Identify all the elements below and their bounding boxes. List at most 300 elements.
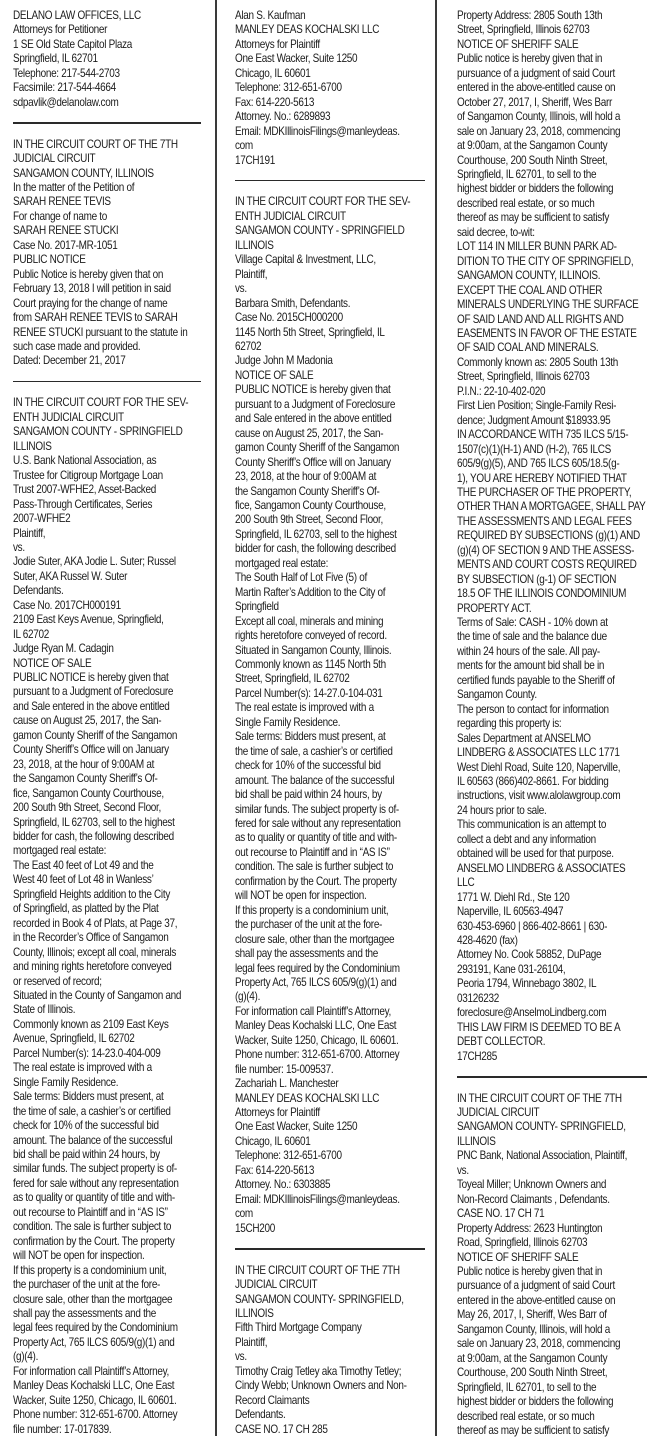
notice-text-line: Barbara Smith, Defendants. bbox=[235, 296, 351, 310]
notice-text-line: Situated in the County of Sangamon and bbox=[13, 989, 182, 1002]
column-3 bbox=[435, 0, 655, 1448]
notice-text-line: For information call Plaintiff’s Attorney, bbox=[13, 1364, 170, 1378]
notice-text-line: com bbox=[235, 139, 253, 153]
notice-text-line: IN ACCORDANCE WITH 735 ILCS 5/15- bbox=[457, 428, 629, 442]
notice-text-line: Sangamon County. bbox=[457, 688, 537, 702]
notice-text-line: First Lien Position; Single-Family Resi- bbox=[457, 399, 617, 413]
notice-text-line: West Diehl Road, Suite 120, Naperville, bbox=[457, 760, 621, 774]
notice-text-line: and mining rights heretofore conveyed bbox=[13, 960, 172, 974]
legal-notice bbox=[457, 1092, 651, 1439]
notice-text-line: Property Address: 2623 Huntington bbox=[457, 1221, 603, 1235]
notice-text-line: out recourse to Plaintiff and in “AS IS” bbox=[13, 1205, 168, 1219]
notice-text-line: fered for sale without any representation bbox=[13, 1176, 179, 1190]
notice-text-line: JUDICIAL CIRCUIT bbox=[457, 1106, 540, 1120]
notice-text-line: Public notice is hereby given that in bbox=[457, 52, 603, 66]
notice-text-line: Case No. 2017CH000191 bbox=[13, 598, 121, 612]
notice-text-line: mortgaged real estate: bbox=[235, 556, 329, 570]
notice-text-line: legal fees required by the Condominium bbox=[13, 1321, 178, 1335]
notice-text-line: fice, Sangamon County Courthouse, bbox=[13, 786, 164, 800]
notice-text-line: closure sale, other than the mortgagee bbox=[13, 1292, 173, 1306]
notice-text-line: vs. bbox=[235, 1350, 247, 1364]
notice-text-line: County Sheriff’s Office will on January bbox=[13, 743, 169, 757]
legal-notice bbox=[13, 138, 209, 369]
notice-text-line: Street, Springfield, Illinois 62703 bbox=[457, 370, 590, 384]
notice-text-line: The real estate is improved with a bbox=[235, 701, 374, 715]
notice-text-line: Attorneys for Plaintiff bbox=[235, 37, 320, 51]
notice-text-line: (g)(4). bbox=[235, 990, 261, 1004]
notice-text-line: IN THE CIRCUIT COURT OF THE 7TH bbox=[13, 137, 178, 151]
notice-separator bbox=[13, 381, 201, 383]
notice-text-line: Judge John M Madonia bbox=[235, 354, 333, 368]
notice-text-line: Judge Ryan M. Cadagin bbox=[13, 642, 114, 656]
notice-text-line: IN THE CIRCUIT COURT FOR THE SEV- bbox=[13, 396, 189, 410]
notice-text-line: Courthouse, 200 South Ninth Street, bbox=[457, 1366, 608, 1380]
notice-text-line: Commonly known as 2109 East Keys bbox=[13, 1017, 169, 1031]
notice-text-line: 18.5 OF THE ILLINOIS CONDOMINIUM bbox=[457, 587, 627, 601]
notice-text-line: shall pay the assessments and the bbox=[235, 947, 379, 961]
notice-text-line: gamon County Sheriff of the Sangamon bbox=[13, 728, 178, 742]
notice-text-line: BY SUBSECTION (g-1) OF SECTION bbox=[457, 572, 617, 586]
notice-text-line: Non-Record Claimants , Defendants. bbox=[457, 1192, 610, 1206]
notice-text-line: County, Illinois; except all coal, minerals bbox=[13, 945, 177, 959]
notice-text-line: the time of sale and the balance due bbox=[457, 630, 607, 644]
notice-text-line: SANGAMON COUNTY- SPRINGFIELD, bbox=[235, 1292, 404, 1306]
notice-text-line: EXCEPT THE COAL AND OTHER bbox=[457, 283, 603, 297]
notice-text-line: confirmation by the Court. The property bbox=[235, 874, 397, 888]
notice-text-line: County Sheriff’s Office will on January bbox=[235, 455, 391, 469]
notice-text-line: Commonly known as: 2805 South 13th bbox=[457, 355, 619, 369]
notice-text-line: (g)(4) OF SECTION 9 AND THE ASSESS- bbox=[457, 543, 635, 557]
legal-notice bbox=[235, 1264, 429, 1437]
notice-text-line: IL 60563 (866)402-8661. For bidding bbox=[457, 775, 609, 789]
notice-text-line: This communication is an attempt to bbox=[457, 818, 607, 832]
notice-text-line: from SARAH RENEE TEVIS to SARAH bbox=[13, 311, 178, 325]
notice-text-line: confirmation by the Court. The property bbox=[13, 1234, 175, 1248]
notice-text-line: October 27, 2017, I, Sheriff, Wes Barr bbox=[457, 95, 613, 109]
notice-text-line: obtained will be used for that purpose. bbox=[457, 847, 614, 861]
notice-text-line: the Sangamon County Sheriff’s Of- bbox=[235, 484, 380, 498]
notice-text-line: Email: MDKIllinoisFilings@manleydeas. bbox=[235, 1192, 400, 1206]
notice-text-line: Property Act, 765 ILCS 605/9(g)(1) and bbox=[13, 1335, 175, 1349]
notice-text-line: IN THE CIRCUIT COURT OF THE 7TH bbox=[457, 1091, 622, 1105]
notice-text-line: SARAH RENEE TEVIS bbox=[13, 195, 111, 209]
notice-text-line: sdpavlik@delanolaw.com bbox=[13, 95, 119, 109]
notice-text-line: mortgaged real estate: bbox=[13, 844, 107, 858]
notice-text-line: amount. The balance of the successful bbox=[235, 773, 395, 787]
notice-text-line: Plaintiff, bbox=[235, 267, 268, 281]
notice-text-line: will NOT be open for inspection. bbox=[235, 889, 367, 903]
notice-text-line: Chicago, IL 60601 bbox=[235, 66, 311, 80]
notice-text-line: For information call Plaintiff’s Attorney, bbox=[235, 1004, 392, 1018]
notice-text-line: P.I.N.: 22-10-402-020 bbox=[457, 384, 546, 398]
notice-text-line: 2007-WFHE2 bbox=[13, 512, 71, 526]
notice-text-line: Zachariah L. Manchester bbox=[235, 1077, 339, 1091]
notice-text-line: vs. bbox=[13, 540, 25, 554]
notice-text-line: Public notice is hereby given that in bbox=[457, 1265, 603, 1279]
notice-text-line: Fax: 614-220-5613 bbox=[235, 1163, 315, 1177]
notice-text-line: SANGAMON COUNTY, ILLINOIS. bbox=[457, 269, 601, 283]
notice-text-line: OTHER THAN A MORTGAGEE, SHALL PAY bbox=[457, 500, 646, 514]
notice-text-line: Fifth Third Mortgage Company bbox=[235, 1321, 362, 1335]
notice-text-line: check for 10% of the successful bid bbox=[13, 1119, 159, 1133]
notice-text-line: fice, Sangamon County Courthouse, bbox=[235, 499, 386, 512]
notice-text-line: dence; Judgment Amount $18933.95 bbox=[457, 413, 611, 427]
notice-text-line: PUBLIC NOTICE is hereby given that bbox=[13, 671, 169, 685]
notice-text-line: Wacker, Suite 1250, Chicago, IL 60601. bbox=[13, 1393, 177, 1407]
notice-text-line: 23, 2018, at the hour of 9:00AM at bbox=[13, 757, 155, 771]
notice-text-line: Springfield bbox=[235, 600, 279, 614]
notice-text-line: and Sale entered in the above entitled bbox=[13, 699, 170, 713]
notice-text-line: Sale terms: Bidders must present, at bbox=[235, 730, 386, 744]
notice-text-line: 1145 North 5th Street, Springfield, IL bbox=[235, 325, 385, 339]
notice-text-line: (g)(4). bbox=[13, 1350, 39, 1364]
notice-separator bbox=[13, 122, 201, 124]
notice-text-line: Naperville, IL 60563-4947 bbox=[457, 905, 564, 919]
notice-text-line: ILLINOIS bbox=[13, 439, 52, 453]
notice-text-line: bidder for cash, the following described bbox=[235, 542, 396, 556]
notice-text-line: 200 South 9th Street, Second Floor, bbox=[13, 801, 162, 815]
notice-text-line: 23, 2018, at the hour of 9:00AM at bbox=[235, 470, 377, 484]
notice-text-line: DELANO LAW OFFICES, LLC bbox=[13, 9, 141, 22]
notice-text-line: Cindy Webb; Unknown Owners and Non- bbox=[235, 1379, 407, 1393]
notice-text-line: Springfield, IL 62701, to sell to the bbox=[457, 1380, 597, 1394]
notice-text-line: 24 hours prior to sale. bbox=[457, 803, 547, 817]
notice-text-line: If this property is a condominium unit, bbox=[13, 1263, 167, 1277]
notice-text-line: Public Notice is hereby given that on bbox=[13, 267, 164, 281]
notice-text-line: entered in the above-entitled cause on bbox=[457, 81, 616, 95]
notice-text-line: PUBLIC NOTICE is hereby given that bbox=[235, 383, 391, 397]
notice-text-line: Trustee for Citigroup Mortgage Loan bbox=[13, 468, 163, 482]
notice-text-line: highest bidder or bidders the following bbox=[457, 1395, 614, 1409]
notice-separator bbox=[457, 1076, 647, 1078]
notice-text-line: THE PURCHASER OF THE PROPERTY, bbox=[457, 485, 632, 499]
notice-text-line: described real estate, or so much bbox=[457, 196, 595, 210]
notice-text-line: MINERALS UNDERLYING THE SURFACE bbox=[457, 298, 639, 312]
notice-text-line: MANLEY DEAS KOCHALSKI LLC bbox=[235, 1091, 380, 1105]
notice-text-line: Telephone: 217-544-2703 bbox=[13, 66, 120, 80]
notice-text-line: JUDICIAL CIRCUIT bbox=[13, 152, 96, 166]
notice-text-line: PROPERTY ACT. bbox=[457, 601, 532, 615]
notice-text-line: Single Family Residence. bbox=[13, 1075, 119, 1089]
notice-text-line: and Sale entered in the above entitled bbox=[235, 412, 392, 426]
notice-text-line: pursuant to a Judgment of Foreclosure bbox=[235, 397, 396, 411]
notice-text-line: One East Wacker, Suite 1250 bbox=[235, 1120, 358, 1134]
notice-text-line: ANSELMO LINDBERG & ASSOCIATES bbox=[457, 861, 626, 875]
notice-text-line: such case made and provided. bbox=[13, 340, 141, 354]
notice-text-line: the time of sale, a cashier’s or certified bbox=[13, 1104, 171, 1118]
notice-text-line: RENEE STUCKI pursuant to the statute in bbox=[13, 325, 188, 339]
legal-notice bbox=[457, 9, 651, 1064]
notice-text-line: Wacker, Suite 1250, Chicago, IL 60601. bbox=[235, 1033, 399, 1047]
notice-text-line: SARAH RENEE STUCKI bbox=[13, 224, 119, 238]
notice-text-line: 1 SE Old State Capitol Plaza bbox=[13, 37, 133, 51]
notice-text-line: ENTH JUDICIAL CIRCUIT bbox=[235, 209, 346, 223]
notice-text-line: Attorney. No.: 6303885 bbox=[235, 1178, 331, 1192]
notice-text-line: as to quality or quantity of title and with- bbox=[13, 1191, 175, 1205]
notice-text-line: PUBLIC NOTICE bbox=[13, 253, 86, 267]
legal-notice bbox=[235, 9, 429, 168]
notice-text-line: thereof as may be sufficient to satisfy bbox=[457, 211, 610, 225]
notice-text-line: Toyeal Miller; Unknown Owners and bbox=[457, 1178, 607, 1192]
notice-text-line: Phone number: 312-651-6700. Attorney bbox=[13, 1408, 178, 1422]
notice-text-line: will NOT be open for inspection. bbox=[13, 1249, 145, 1263]
notice-text-line: legal fees required by the Condominium bbox=[235, 961, 400, 975]
notice-text-line: Springfield, IL 62701, to sell to the bbox=[457, 167, 597, 181]
notice-text-line: Sangamon County, Illinois, will hold a bbox=[457, 1322, 610, 1336]
notice-text-line: similar funds. The subject property is of- bbox=[13, 1162, 177, 1176]
notice-text-line: ILLINOIS bbox=[457, 1134, 496, 1148]
notice-text-line: 1), YOU ARE HEREBY NOTIFIED THAT bbox=[457, 471, 627, 485]
notice-text-line: Road, Springfield, Illinois 62703 bbox=[457, 1236, 588, 1250]
notice-text-line: OF SAID LAND AND ALL RIGHTS AND bbox=[457, 312, 624, 326]
notice-text-line: ILLINOIS bbox=[235, 1306, 274, 1320]
notice-text-line: 1507(c)(1)(H-1) AND (H-2), 765 ILCS bbox=[457, 442, 612, 456]
notice-text-line: SANGAMON COUNTY - SPRINGFIELD bbox=[235, 224, 405, 238]
notice-text-line: The East 40 feet of Lot 49 and the bbox=[13, 858, 154, 872]
notice-text-line: Attorneys for Plaintiff bbox=[235, 1106, 320, 1120]
notice-text-line: Email: MDKIllinoisFilings@manleydeas. bbox=[235, 124, 400, 138]
notice-text-line: 62702 bbox=[235, 340, 262, 354]
column-1 bbox=[0, 0, 215, 1448]
notice-text-line: 17CH191 bbox=[235, 153, 276, 167]
notice-text-line: The person to contact for information bbox=[457, 702, 609, 716]
notice-text-line: LLC bbox=[457, 876, 475, 890]
notice-text-line: IL 62702 bbox=[13, 627, 50, 641]
notice-text-line: Attorney. No.: 6289893 bbox=[235, 110, 331, 124]
notice-text-line: JUDICIAL CIRCUIT bbox=[235, 1278, 318, 1292]
legal-notice bbox=[13, 396, 209, 1437]
notice-text-line: said decree, to-wit: bbox=[457, 225, 535, 239]
notice-text-line: sale on January 23, 2018, commencing bbox=[457, 1337, 621, 1351]
notice-text-line: within 24 hours of the sale. All pay- bbox=[457, 644, 600, 658]
notice-text-line: Springfield Heights addition to the City bbox=[13, 887, 171, 901]
notice-text-line: Village Capital & Investment, LLC, bbox=[235, 253, 376, 267]
notice-text-line: Terms of Sale: CASH - 10% down at bbox=[457, 616, 608, 630]
notice-text-line: Defendants. bbox=[235, 1408, 286, 1422]
notice-text-line: bid shall be paid within 24 hours, by bbox=[235, 788, 382, 802]
notice-text-line: 428-4620 (fax) bbox=[457, 934, 518, 947]
notice-text-line: U.S. Bank National Association, as bbox=[13, 454, 157, 468]
notice-text-line: highest bidder or bidders the following bbox=[457, 182, 614, 196]
notice-text-line: gamon County Sheriff of the Sangamon bbox=[235, 441, 400, 455]
notice-text-line: Telephone: 312-651-6700 bbox=[235, 81, 342, 95]
notice-text-line: rights heretofore conveyed of record. bbox=[235, 629, 387, 643]
notice-text-line: 630-453-6960 | 866-402-8661 | 630- bbox=[457, 919, 608, 933]
notice-text-line: Parcel Number(s): 14-27.0-104-031 bbox=[235, 686, 383, 700]
notice-text-line: collect a debt and any information bbox=[457, 832, 596, 846]
notice-text-line: The South Half of Lot Five (5) of bbox=[235, 571, 367, 585]
notice-text-line: One East Wacker, Suite 1250 bbox=[235, 52, 358, 66]
notice-text-line: Plaintiff, bbox=[13, 526, 46, 540]
notice-text-line: ENTH JUDICIAL CIRCUIT bbox=[13, 410, 124, 424]
notice-text-line: Single Family Residence. bbox=[235, 715, 341, 729]
notice-text-line: vs. bbox=[235, 282, 247, 296]
notice-text-line: SANGAMON COUNTY, ILLINOIS bbox=[13, 166, 154, 180]
notice-text-line: Manley Deas Kochalski LLC, One East bbox=[235, 1019, 397, 1033]
notice-text-line: Jodie Suter, AKA Jodie L. Suter; Russel bbox=[13, 555, 176, 569]
notice-text-line: West 40 feet of Lot 48 in Wanless’ bbox=[13, 873, 154, 887]
notice-text-line: NOTICE OF SALE bbox=[13, 656, 92, 670]
notice-text-line: bidder for cash, the following described bbox=[13, 830, 174, 844]
notice-text-line: IN THE CIRCUIT COURT OF THE 7TH bbox=[235, 1263, 400, 1277]
notice-text-line: out recourse to Plaintiff and in “AS IS” bbox=[235, 845, 390, 859]
notice-text-line: the time of sale, a cashier’s or certified bbox=[235, 744, 393, 758]
notice-text-line: IN THE CIRCUIT COURT FOR THE SEV- bbox=[235, 195, 411, 209]
notice-text-line: ments for the amount bid shall be in bbox=[457, 659, 605, 673]
notice-text-line: Springfield, IL 62703, sell to the highest bbox=[13, 815, 175, 829]
notice-text-line: NOTICE OF SHERIFF SALE bbox=[457, 37, 579, 51]
notice-text-line: the purchaser of the unit at the fore- bbox=[13, 1278, 161, 1292]
notice-text-line: Telephone: 312-651-6700 bbox=[235, 1149, 342, 1163]
notice-separator bbox=[235, 1248, 425, 1250]
notice-text-line: Case No. 2015CH000200 bbox=[235, 311, 343, 325]
notice-text-line: of Sangamon County, Illinois, will hold a bbox=[457, 110, 621, 124]
notice-text-line: Avenue, Springfield, IL 62702 bbox=[13, 1032, 135, 1046]
notice-text-line: at 9:00am, at the Sangamon County bbox=[457, 139, 608, 153]
notice-text-line: Defendants. bbox=[13, 584, 64, 598]
notice-text-line: LINDBERG & ASSOCIATES LLC 1771 bbox=[457, 746, 620, 760]
notice-text-line: Plaintiff, bbox=[235, 1335, 268, 1349]
notice-text-line: In the matter of the Petition of bbox=[13, 181, 135, 195]
notice-text-line: SANGAMON COUNTY - SPRINGFIELD bbox=[13, 425, 183, 439]
notice-text-line: Except all coal, minerals and mining bbox=[235, 614, 384, 628]
notice-text-line: For change of name to bbox=[13, 209, 108, 223]
notice-text-line: Manley Deas Kochalski LLC, One East bbox=[13, 1379, 175, 1393]
notice-text-line: 1771 W. Diehl Rd., Ste 120 bbox=[457, 890, 570, 904]
notice-text-line: MANLEY DEAS KOCHALSKI LLC bbox=[235, 23, 380, 37]
notice-text-line: ILLINOIS bbox=[235, 238, 274, 252]
notice-text-line: 17CH285 bbox=[457, 1049, 498, 1063]
notice-text-line: SANGAMON COUNTY- SPRINGFIELD, bbox=[457, 1120, 626, 1134]
notice-text-line: or reserved of record; bbox=[13, 974, 102, 988]
notice-text-line: cause on August 25, 2017, the San- bbox=[235, 426, 384, 440]
notice-text-line: Trust 2007-WFHE2, Asset-Backed bbox=[13, 483, 156, 497]
notice-text-line: closure sale, other than the mortgagee bbox=[235, 932, 395, 946]
notice-text-line: shall pay the assessments and the bbox=[13, 1306, 157, 1320]
notice-text-line: Martin Rafter’s Addition to the City of bbox=[235, 585, 386, 599]
notice-text-line: Sales Department at ANSELMO bbox=[457, 731, 591, 745]
legal-notice bbox=[13, 9, 209, 110]
column-2 bbox=[215, 0, 435, 1448]
notice-text-line: the purchaser of the unit at the fore- bbox=[235, 918, 383, 932]
notice-text-line: Dated: December 21, 2017 bbox=[13, 354, 126, 368]
notice-text-line: file number: 17-017839. bbox=[13, 1422, 112, 1436]
notice-text-line: Case No. 2017-MR-1051 bbox=[13, 238, 118, 252]
notice-text-line: State of Illinois. bbox=[13, 1003, 76, 1017]
notice-text-line: of Springfield, as platted by the Plat bbox=[13, 902, 159, 916]
notice-text-line: THIS LAW FIRM IS DEEMED TO BE A bbox=[457, 1020, 621, 1034]
notice-text-line: May 26, 2017, I, Sheriff, Wes Barr of bbox=[457, 1308, 607, 1322]
notice-text-line: EASEMENTS IN FAVOR OF THE ESTATE bbox=[457, 326, 637, 340]
notice-text-line: pursuance of a judgment of said Court bbox=[457, 66, 615, 80]
notice-text-line: Chicago, IL 60601 bbox=[235, 1134, 311, 1148]
notice-text-line: 605/9(g)(5), AND 765 ILCS 605/18.5(g- bbox=[457, 457, 620, 471]
notice-text-line: instructions, visit www.alolawgroup.com bbox=[457, 789, 621, 803]
notice-text-line: condition. The sale is further subject to bbox=[235, 860, 394, 874]
notice-text-line: Property Act, 765 ILCS 605/9(g)(1) and bbox=[235, 975, 397, 989]
notice-text-line: Court praying for the change of name bbox=[13, 296, 168, 310]
notice-text-line: certified funds payable to the Sheriff of bbox=[457, 673, 615, 687]
notice-text-line: 200 South 9th Street, Second Floor, bbox=[235, 513, 384, 527]
notice-text-line: Parcel Number(s): 14-23.0-404-009 bbox=[13, 1046, 161, 1060]
notice-text-line: similar funds. The subject property is of- bbox=[235, 802, 399, 816]
notice-text-line: at 9:00am, at the Sangamon County bbox=[457, 1351, 608, 1365]
notice-text-line: Facsimile: 217-544-4664 bbox=[13, 81, 116, 95]
notice-text-line: DEBT COLLECTOR. bbox=[457, 1035, 546, 1049]
notice-text-line: Commonly known as 1145 North 5th bbox=[235, 657, 386, 671]
notice-text-line: bid shall be paid within 24 hours, by bbox=[13, 1147, 160, 1161]
notice-text-line: Sale terms: Bidders must present, at bbox=[13, 1090, 164, 1104]
notice-text-line: regarding this property is: bbox=[457, 717, 562, 731]
notice-text-line: sale on January 23, 2018, commencing bbox=[457, 124, 621, 138]
notice-text-line: 15CH200 bbox=[235, 1221, 276, 1235]
notice-text-line: February 13, 2018 I will petition in said bbox=[13, 282, 171, 296]
notice-text-line: in the Recorder’s Office of Sangamon bbox=[13, 931, 169, 945]
notice-text-line: Fax: 614-220-5613 bbox=[235, 95, 315, 109]
notice-text-line: Street, Springfield, IL 62702 bbox=[235, 672, 350, 686]
notice-text-line: cause on August 25, 2017, the San- bbox=[13, 714, 162, 728]
notice-text-line: Timothy Craig Tetley aka Timothy Tetley; bbox=[235, 1364, 402, 1378]
notice-text-line: LOT 114 IN MILLER BUNN PARK AD- bbox=[457, 240, 617, 254]
notice-text-line: CASE NO. 17 CH 285 bbox=[235, 1422, 328, 1436]
notice-text-line: THE ASSESSMENTS AND LEGAL FEES bbox=[457, 514, 632, 528]
notice-text-line: Pass-Through Certificates, Series bbox=[13, 497, 153, 511]
notice-text-line: Courthouse, 200 South Ninth Street, bbox=[457, 153, 608, 167]
notice-text-line: check for 10% of the successful bid bbox=[235, 759, 381, 773]
notice-text-line: vs. bbox=[457, 1163, 469, 1177]
notice-text-line: NOTICE OF SHERIFF SALE bbox=[457, 1250, 579, 1264]
notice-text-line: the Sangamon County Sheriff’s Of- bbox=[13, 772, 158, 786]
notice-text-line: 2109 East Keys Avenue, Springfield, bbox=[13, 613, 164, 627]
notice-text-line: Alan S. Kaufman bbox=[235, 9, 306, 22]
legal-notice bbox=[235, 195, 429, 1236]
notice-text-line: MENTS AND COURT COSTS REQUIRED bbox=[457, 558, 637, 572]
notice-text-line: CASE NO. 17 CH 71 bbox=[457, 1207, 545, 1221]
notice-text-line: DITION TO THE CITY OF SPRINGFIELD, bbox=[457, 254, 634, 268]
notice-text-line: as to quality or quantity of title and with- bbox=[235, 831, 397, 845]
notice-text-line: Suter, AKA Russel W. Suter bbox=[13, 569, 128, 583]
notice-text-line: Situated in Sangamon County, Illinois. bbox=[235, 643, 392, 657]
notice-text-line: If this property is a condominium unit, bbox=[235, 903, 389, 917]
notice-text-line: Springfield, IL 62703, sell to the highest bbox=[235, 527, 397, 541]
notice-text-line: The real estate is improved with a bbox=[13, 1061, 152, 1075]
notice-text-line: described real estate, or so much bbox=[457, 1409, 595, 1423]
notice-text-line: amount. The balance of the successful bbox=[13, 1133, 173, 1147]
notice-text-line: 03126232 bbox=[457, 991, 499, 1005]
notice-text-line: Property Address: 2805 South 13th bbox=[457, 9, 603, 22]
notice-text-line: file number: 15-009537. bbox=[235, 1062, 334, 1076]
notice-text-line: Peoria 1794, Winnebago 3802, IL bbox=[457, 977, 597, 991]
notice-text-line: fered for sale without any representation bbox=[235, 816, 401, 830]
notice-text-line: pursuance of a judgment of said Court bbox=[457, 1279, 615, 1293]
notice-text-line: thereof as may be sufficient to satisfy bbox=[457, 1424, 610, 1437]
notice-text-line: com bbox=[235, 1207, 253, 1221]
notice-text-line: condition. The sale is further subject to bbox=[13, 1220, 172, 1234]
notice-text-line: OF SAID COAL AND MINERALS. bbox=[457, 341, 599, 355]
notice-text-line: NOTICE OF SALE bbox=[235, 368, 314, 382]
notice-text-line: pursuant to a Judgment of Foreclosure bbox=[13, 685, 174, 699]
notice-text-line: Record Claimants bbox=[235, 1393, 310, 1407]
notice-text-line: 293191, Kane 031-26104, bbox=[457, 962, 566, 976]
notice-text-line: foreclosure@AnselmoLindberg.com bbox=[457, 1006, 607, 1020]
notice-text-line: recorded in Book 4 of Plats, at Page 37, bbox=[13, 916, 178, 930]
notice-text-line: Phone number: 312-651-6700. Attorney bbox=[235, 1048, 400, 1062]
notice-text-line: entered in the above-entitled cause on bbox=[457, 1293, 616, 1307]
notice-text-line: Attorney No. Cook 58852, DuPage bbox=[457, 948, 602, 962]
notice-text-line: REQUIRED BY SUBSECTIONS (g)(1) AND bbox=[457, 529, 640, 543]
notice-text-line: PNC Bank, National Association, Plaintiff, bbox=[457, 1149, 628, 1163]
notice-text-line: Street, Springfield, Illinois 62703 bbox=[457, 23, 590, 37]
